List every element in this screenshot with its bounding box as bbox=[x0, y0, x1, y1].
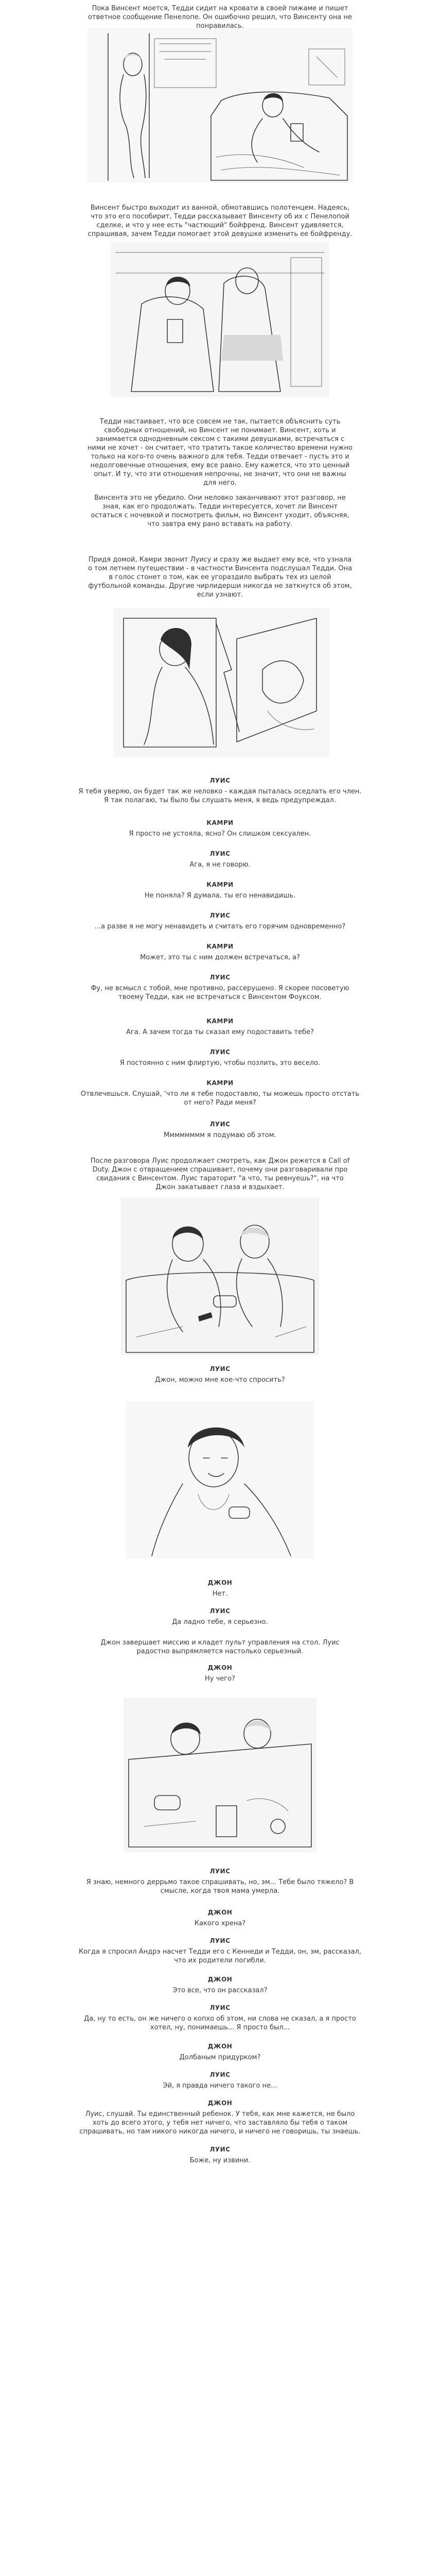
dialogue-line: Ага. А зачем тогда ты сказал ему подоставить тебе? bbox=[126, 1028, 314, 1036]
speaker-camry: КАМРИ bbox=[206, 1079, 234, 1087]
dialogue-line: Я тебя уверяю, он будет так же неловко - каждая пыталась оседлать его член. Я так полагаю, ты было бы слушать меня, я ведь предупреждал. bbox=[78, 788, 362, 804]
dialogue-line: Я постоянно с ним флиртую, чтобы позлить, это весело. bbox=[119, 1059, 321, 1067]
dialogue-line: Я просто не устояла, ясно? Он слишком сексуален. bbox=[129, 830, 311, 838]
narration-6: После разговора Луис продолжает смотреть, как Джон режется в Call of Duty. Джон с отвращением спрашивает, почему они разговаривали про свидания с Винсентом. Луис тараторит "а что, ты ревнуешь?", на что Джон закатывает глаза и вздыхает. bbox=[90, 1157, 350, 1191]
dialogue-line: Да, ну то есть, он же ничего о копхо об этом, ни слова не сказал, а я просто хотел, ну, понимаешь... Я просто был... bbox=[84, 2015, 356, 2031]
speaker-luis: ЛУИС bbox=[209, 1868, 231, 1875]
dialogue-line: Ага, я не говорю. bbox=[189, 861, 251, 869]
speaker-luis: ЛУИС bbox=[209, 777, 231, 784]
narration-3: Тедди настаивает, что все совсем не так, пытается объяснить суть свободных отношений, но Винсент не понимает. Винсент, хоть и занимается однодневным сексом с такими девушками, встречаться с ними не хочет - он считает, что тратить такое количество времени нужно только на кого-то очень важного для тебя. Тедди отвечает - пусть это и недолговечные отношения, ему все равно. Ему кажется, что это ценный опыт. И ту, что эти отношения непрочны, не значит, что они не важны для него. bbox=[87, 418, 353, 487]
dialogue-line: Да ладно тебе, я серьезно. bbox=[172, 1618, 268, 1626]
speaker-john: ДЖОН bbox=[207, 1579, 233, 1586]
speaker-luis: ЛУИС bbox=[209, 850, 231, 857]
comic-panel-3 bbox=[113, 608, 329, 757]
speaker-luis: ЛУИС bbox=[209, 1121, 231, 1128]
speaker-john: ДЖОН bbox=[207, 1664, 233, 1671]
dialogue-line: Какого хрена? bbox=[194, 1920, 246, 1927]
speaker-camry: КАМРИ bbox=[206, 881, 234, 888]
speaker-luis: ЛУИС bbox=[209, 912, 231, 919]
speaker-john: ДЖОН bbox=[207, 2043, 233, 2050]
dialogue-line: ...а разве я не могу ненавидеть и считать его горячим одновременно? bbox=[94, 923, 346, 930]
narration-1: Пока Винсент моется, Тедди сидит на кровати в своей пижаме и пишет ответное сообщение Пенелопе. Он ошибочно решил, что Винсенту она не понравилась. bbox=[88, 5, 352, 30]
dialogue-line: Долбаным придурком? bbox=[179, 2054, 261, 2061]
dialogue-line: Фу, не всмысл с тобой, мне противно, рассерушено. Я скорее посоветую твоему Тедди, как не встречаться с Винсентом Фоуксом. bbox=[91, 985, 349, 1001]
dialogue-line: Я знаю, немного деррьмо такое спрашивать, но, эм... Тебе было тяжело? В смысле, когда твоя мама умерла. bbox=[86, 1878, 354, 1895]
narration-5: Придя домой, Камри звонит Луису и сразу же выдает ему все, что узнала о том летнем путешествии - в частности Винсента подслушал Тедди. Она в голос стонет о том, как ее угораздило выбрать тех из целой футбольной команды. Другие чирлидерши никогда не заткнутся об этом, если узнают. bbox=[87, 556, 353, 599]
speaker-luis: ЛУИС bbox=[209, 1607, 231, 1615]
speaker-luis: ЛУИС bbox=[209, 2071, 231, 2078]
dialogue-line: Эй, я правда ничего такого не... bbox=[163, 2082, 277, 2090]
dialogue-line: Джон, можно мне кое-что спросить? bbox=[155, 1376, 285, 1384]
comic-panel-2 bbox=[111, 242, 329, 397]
narration-2: Винсент быстро выходит из ванной, обмотавшись полотенцем. Надеясь, что это его пособирит, Тедди рассказывает Винсенту об их с Пенелопой сделке, и что у нее есть "частющий" бойфренд. Винсент удивляется, спрашивая, зачем Тедди помогает этой девушке изменить ее бойфренду. bbox=[87, 204, 353, 238]
speaker-luis: ЛУИС bbox=[209, 974, 231, 981]
narration-4: Винсента это не убедило. Они неловко заканчивают этот разговор, не зная, как его продолжать. Тедди интересуется, хочет ли Винсент остаться с ночевкой и посмотреть фильм, но Винсент уходит, объясняя, что завтра ему рано вставать на работу. bbox=[91, 494, 349, 528]
comic-panel-1 bbox=[87, 28, 353, 183]
dialogue-line: Не поняла? Я думала, ты его ненавидишь. bbox=[144, 892, 296, 900]
narration-7: Джон завершает миссию и кладет пульт управления на стол. Луис радостно выпрямляется настолько серьезный. bbox=[100, 1639, 340, 1655]
speaker-camry: КАМРИ bbox=[206, 819, 234, 826]
speaker-camry: КАМРИ bbox=[206, 1018, 234, 1025]
dialogue-line: Отвлечешься. Слушай, ‘что ли я тебе подоставлю, ты можешь просто отстать от него? Ради меня? bbox=[80, 1090, 360, 1107]
speaker-luis: ЛУИС bbox=[209, 2146, 231, 2153]
dialogue-line: Нет. bbox=[212, 1590, 228, 1598]
speaker-luis: ЛУИС bbox=[209, 1937, 231, 1944]
dialogue-line: Это все, что он рассказал? bbox=[172, 1987, 268, 1994]
speaker-luis: ЛУИС bbox=[209, 1048, 231, 1056]
dialogue-line: Боже, ну извини. bbox=[189, 2157, 251, 2164]
speaker-luis: ЛУИС bbox=[209, 2004, 231, 2011]
comic-panel-6 bbox=[124, 1698, 316, 1852]
dialogue-line: Мммммммм я подумаю об этом. bbox=[164, 1131, 276, 1139]
speaker-john: ДЖОН bbox=[207, 1909, 233, 1916]
speaker-john: ДЖОН bbox=[207, 1976, 233, 1983]
dialogue-line: Когда я спросил Андрэ насчет Тедди его с Кеннеди и Тедди, он, эм, рассказал, что их родители погибли. bbox=[78, 1948, 362, 1964]
dialogue-line: Луис, слушай. Ты единственный ребенок. У тебя, как мне кажется, не было хоть до всего этого, у тебя нет ничего, что заставляло бы тебя о таком спрашивать, но там никого никогда ничего, и ничего не говоришь, ты знаешь. bbox=[79, 2110, 361, 2136]
comic-panel-5 bbox=[126, 1401, 314, 1558]
speaker-camry: КАМРИ bbox=[206, 943, 234, 950]
dialogue-line: Может, это ты с ним должен встречаться, а? bbox=[140, 954, 300, 961]
dialogue-line: Ну чего? bbox=[205, 1675, 235, 1683]
comic-panel-4 bbox=[121, 1198, 319, 1355]
speaker-luis: ЛУИС bbox=[209, 1365, 231, 1372]
speaker-john: ДЖОН bbox=[207, 2099, 233, 2107]
